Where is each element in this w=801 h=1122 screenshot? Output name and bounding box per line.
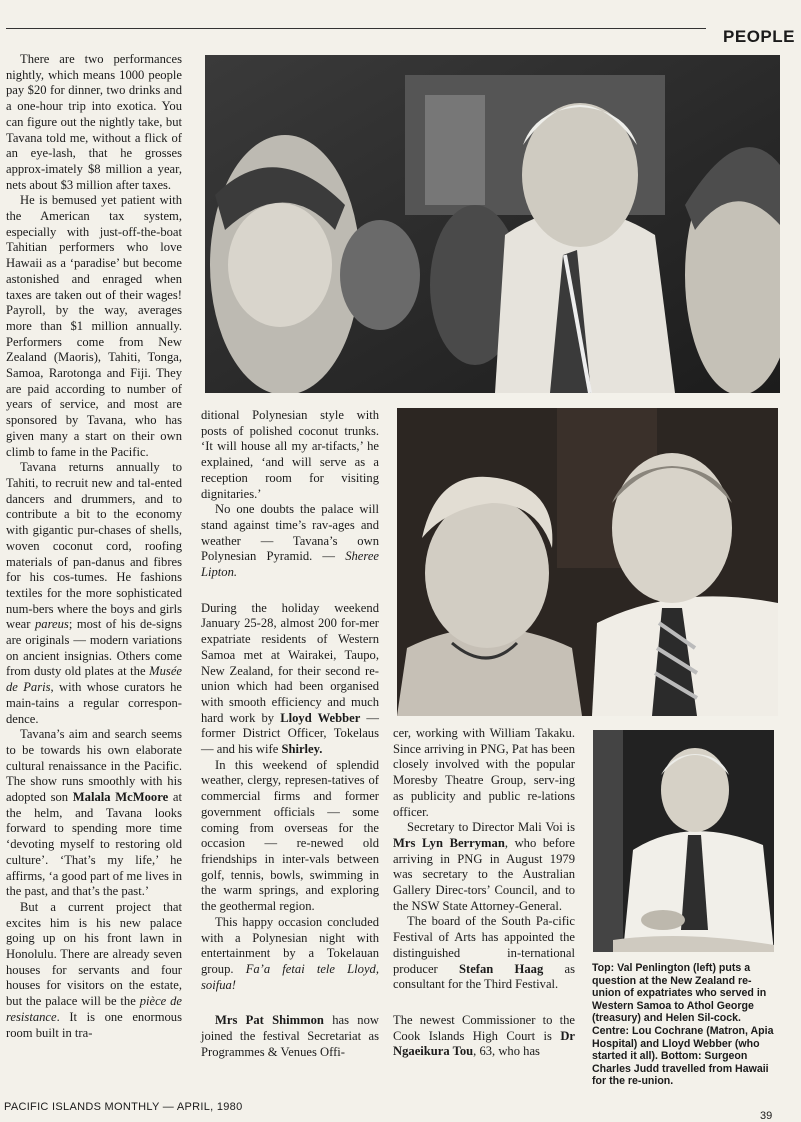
paragraph: There are two performances nightly, which means 1000 people pay $20 for dinner, two drinks and a one-hour trip into exotica. You can figure out the nightly take, but Tavana told me, without a flick of an eye-lash, that he grosses approx-imately $8 million a year, nets about $3 million after taxes. — [6, 52, 182, 192]
group-photo-image — [205, 55, 780, 393]
centre-photo — [397, 408, 778, 716]
paragraph: This happy occasion concluded with a Polynesian night with entertainment by a Tokelauan group. Fa’a fetai tele Lloyd, soifua! — [201, 914, 379, 992]
paragraph: He is bemused yet patient with the American tax system, especially with just-off-the-boat Tahitian performers who love Hawaii as a ‘paradise’ but become astonished and enraged when taxes are taken out of their wages! Payroll, by the way, averages more than $1 million annually. Performers come from New Zealand (Maoris), Tahiti, Tonga, Samoa, Rarotonga and Fiji. They are paid according to number of years of service, and most are sponsored by Tavana, who has given many a start on their own climb to fame in the Pacific. — [6, 193, 182, 459]
paragraph: Secretary to Director Mali Voi is Mrs Lyn Berryman, who before arriving in PNG in August 1979 was secretary to the Australian Gallery Direc-tors’ Council, and to the NSW State Attorney-General. — [393, 820, 576, 913]
paragraph: Tavana returns annually to Tahiti, to recruit new and tal-ented dancers and drummers, and to contribute a bit to the economy with gigantic pur-chases of shells, woven coconut cord, roofing materials of pan-danus and fibres for his cos-tumes. He fashions textiles for the more sophisticated num-bers where the boys and girls wear pareus; most of his de-signs are originals — modern variations on ancient insignias. Others come from dusty old plates at the Musée de Paris, with whose curators he main-tains a regular correspon-dence. — [6, 460, 182, 726]
paragraph: cer, working with William Takaku. Since arriving in PNG, Pat has been closely involved with the popular Moresby Theatre Group, serv-ing as publicity and public re-lations officer. — [393, 726, 575, 819]
section-title: PEOPLE — [723, 27, 795, 46]
bottom-photo — [593, 730, 774, 952]
byline: Sheree Lipton. — [201, 549, 379, 580]
footer-publication: PACIFIC ISLANDS MONTHLY — APRIL, 1980 — [4, 1101, 243, 1113]
column-1 — [6, 52, 182, 1041]
paragraph: The newest Commissioner to the Cook Islands High Court is Dr Ngaeikura Tou, 63, who has — [393, 1012, 575, 1059]
paragraph: Tavana’s aim and search seems to be towards his own elaborate cultural renaissance in the Pacific. The show runs smoothly with his adopted son Malala McMoore at the helm, and Tavana looks forward to spending more time ‘devoting myself to restoring old culture’. ‘That’s my life,’ he affirms, ‘a good part of me lives in the past, and that’s the past.’ — [6, 727, 182, 899]
paragraph: ditional Polynesian style with posts of polished coconut trunks. ‘It will house all my ar-tifacts,’ he explained, ‘and will serve as a reception room for visiting dignitaries.’ — [201, 408, 379, 501]
couple-photo-image — [397, 408, 778, 716]
paragraph: But a current project that excites him is his new palace going up on his front lawn in Honolulu. There are already seven houses for servants and four houses for visitors on the estate, but the palace will be the pièce de resistance. It is one enormous room built in tra- — [6, 899, 183, 1040]
paragraph: During the holiday weekend January 25-28, almost 200 for-mer expatriate residents of Western Samoa met at Wairakei, Taupo, New Zealand, for their second re-union which had been organised with smooth efficiency and much hard work by Lloyd Webber — former District Officer, Tokelaus — and his wife Shirley. — [201, 600, 379, 757]
paragraph: In this weekend of splendid weather, clergy, represen-tatives of commercial firms and former government officials — some coming from overseas for the occasion — re-newed old friendships in inter-vals between golf, tennis, bowls, swimming in the warm springs, and exploring the geothermal region. — [201, 757, 379, 914]
top-photo — [205, 55, 780, 393]
photo-caption: Top: Val Penlington (left) puts a question at the New Zealand re-union of expatriates who served in Western Samoa to Athol George (treasury) and Helen Sil-cock. Centre: Lou Cochrane (Matron, Apia Hospital) and Lloyd Webber (who started it all). Bottom: Surgeon Charles Judd travelled from Hawaii for the re-union. — [592, 962, 774, 1088]
column-3 — [393, 726, 575, 1060]
column-2 — [201, 408, 379, 1060]
paragraph: The board of the South Pa-cific Festival of Arts has appointed the distinguished in-ternational producer Stefan Haag as consultant for the Third Festival. — [393, 914, 575, 992]
paragraph: Mrs Pat Shimmon has now joined the festival Secretariat as Programmes & Venues Offi- — [201, 1013, 379, 1059]
paragraph: No one doubts the palace will stand against time’s rav-ages and weather — Tavana’s own Polynesian Pyramid. — Sheree Lipton. — [201, 502, 379, 580]
page-number: 39 — [760, 1110, 773, 1122]
header-rule — [6, 28, 706, 29]
portrait-photo-image — [593, 730, 774, 952]
